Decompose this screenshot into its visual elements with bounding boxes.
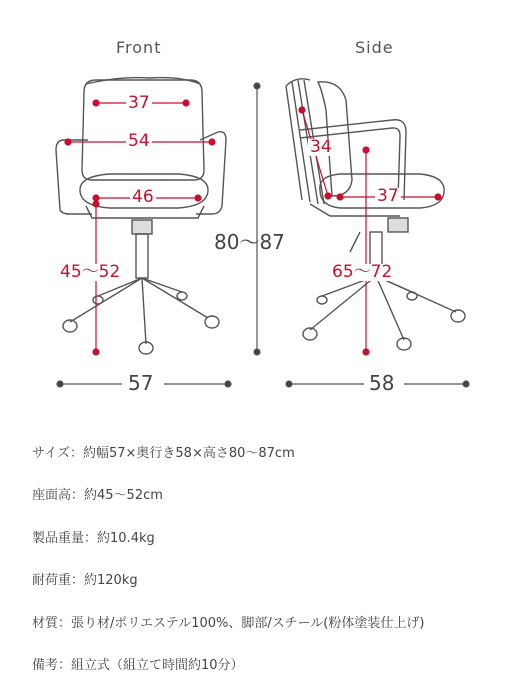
- spec-row-seat-height: [32, 473, 502, 516]
- side-back-height-label: 34: [310, 137, 332, 157]
- spec-label: 備考：: [32, 658, 72, 674]
- spec-label: 座面高：: [32, 488, 85, 504]
- spec-row-load-capacity: [32, 558, 502, 601]
- front-seat-width-label: 46: [132, 187, 154, 207]
- spec-value: 組立式（組立て時間約10分）: [71, 658, 244, 674]
- spec-list: [32, 430, 502, 685]
- side-chair-illustration: [286, 79, 465, 350]
- side-seat-depth-label: 37: [377, 186, 399, 206]
- front-view-label: Front: [116, 38, 162, 57]
- spec-row-notes: [32, 643, 502, 686]
- front-total-width-label: 57: [128, 371, 154, 395]
- spec-label: 製品重量：: [32, 530, 98, 546]
- spec-label: 材質：: [32, 615, 72, 631]
- spec-row-weight: [32, 515, 502, 558]
- spec-value: 約10.4kg: [97, 530, 155, 546]
- spec-row-size: [32, 430, 502, 473]
- front-seat-height-label: 45～52: [60, 262, 121, 282]
- side-total-depth-label: 58: [369, 371, 395, 395]
- spec-value: 張り材/ポリエステル100%、脚部/スチール(粉体塗装仕上げ): [71, 615, 425, 631]
- front-arm-width-label: 54: [128, 131, 150, 151]
- spec-value: 約45～52cm: [84, 488, 163, 504]
- spec-label: 耐荷重：: [32, 573, 85, 589]
- spec-value: 約120kg: [84, 573, 138, 589]
- spec-value: 約幅57×奥行き58×高さ80～87cm: [82, 445, 295, 461]
- spec-label: サイズ：: [32, 445, 83, 461]
- spec-row-material: [32, 600, 502, 643]
- side-seat-height-label: 65～72: [332, 262, 393, 282]
- total-height-label: 80～87: [214, 230, 285, 254]
- side-view-label: Side: [355, 38, 394, 57]
- front-back-width-label: 37: [128, 93, 150, 113]
- front-chair-illustration: [56, 78, 226, 354]
